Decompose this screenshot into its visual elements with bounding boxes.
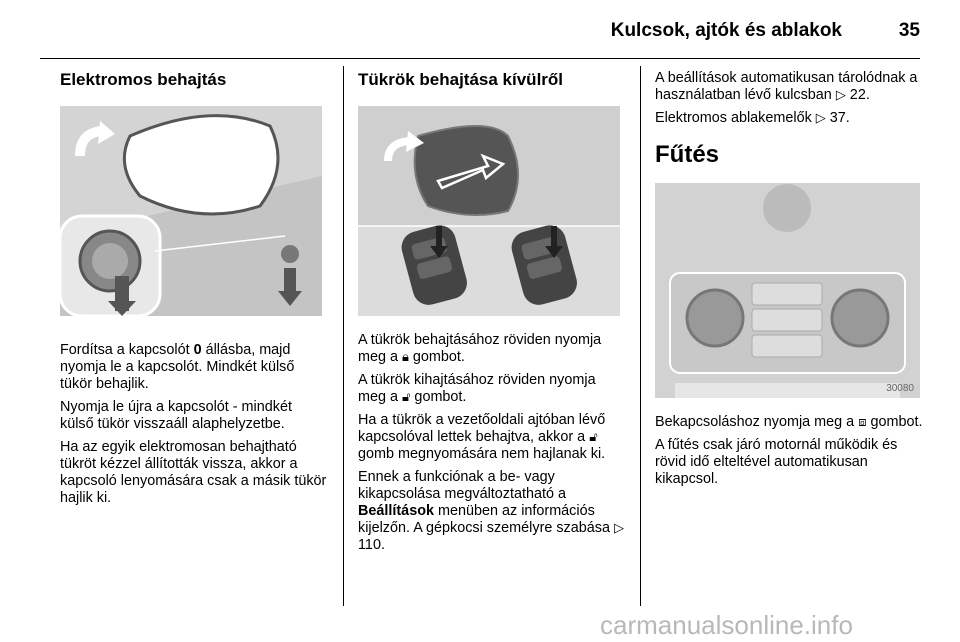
para-manual-reset: Ha az egyik elektromosan behajtható tükröt kézzel állították vissza, akkor a kapcsoló lenyomására csak a másik tükör hajlik ki. xyxy=(60,439,327,506)
header-rule xyxy=(40,58,920,59)
heading-outside-folding: Tükrök behajtása kívülről xyxy=(358,70,564,89)
watermark: carmanualsonline.info xyxy=(600,610,853,640)
figure-number: 30080 xyxy=(886,383,914,394)
para-settings-stored: A beállítások automatikusan tárolódnak a használatban lévő kulcsban ▷ 22. xyxy=(655,70,918,103)
para-heating-info: A fűtés csak járó motornál működik és rövid idő elteltével automatikusan kikapcsol. xyxy=(655,437,898,487)
reference-arrow-icon: ▷ xyxy=(835,88,846,103)
column-divider-1 xyxy=(343,66,344,606)
unlock-icon: 🔓︎ xyxy=(589,430,598,445)
para-fold-out: A tükrök kihajtásához röviden nyomja meg a 🔓︎ gombot. xyxy=(358,372,596,405)
lock-icon: 🔒︎ xyxy=(402,350,409,365)
reference-arrow-icon: ▷ xyxy=(613,521,624,536)
figure-key-remote xyxy=(358,106,620,316)
column-heating xyxy=(655,70,923,494)
column-electric-folding xyxy=(60,70,328,513)
para-press-again: Nyomja le újra a kapcsolót - mindkét külső tükör visszaáll alaphelyzetbe. xyxy=(60,399,292,432)
section-title: Kulcsok, ajtók és ablakok xyxy=(610,20,842,41)
page-header xyxy=(0,0,960,60)
column-outside-folding xyxy=(358,70,624,560)
column-divider-2 xyxy=(640,66,641,606)
mirror-heating-icon: ⧈ xyxy=(858,415,867,430)
para-power-windows: Elektromos ablakemelők ▷ 37. xyxy=(655,110,850,126)
reference-arrow-icon: ▷ xyxy=(815,111,826,126)
para-press-heating: Bekapcsoláshoz nyomja meg a ⧈ gombot. xyxy=(655,414,923,430)
heading-electric-folding: Elektromos behajtás xyxy=(60,70,227,89)
heading-heating: Fűtés xyxy=(655,141,720,168)
figure-mirror-switch xyxy=(60,106,322,316)
para-fold-in: A tükrök behajtásához röviden nyomja meg a 🔒︎ gombot. xyxy=(358,332,602,365)
unlock-icon: 🔓︎ xyxy=(402,390,411,405)
figure-climate-panel xyxy=(655,183,920,398)
para-settings-menu: Ennek a funkciónak a be- vagy kikapcsolása megváltoztatható a Beállítások menüben az információs kijelzőn. A gépkocsi személyre szabása ▷ 110. xyxy=(358,469,624,553)
para-driver-switch: Ha a tükrök a vezetőoldali ajtóban lévő kapcsolóval lettek behajtva, akkor a 🔓︎ gomb megnyomására nem hajlanak ki. xyxy=(358,412,606,462)
para-turn-switch: Fordítsa a kapcsolót 0 állásba, majd nyomja le a kapcsolót. Mindkét külső tükör behajlik. xyxy=(60,342,295,392)
page-number: 35 xyxy=(898,20,920,41)
